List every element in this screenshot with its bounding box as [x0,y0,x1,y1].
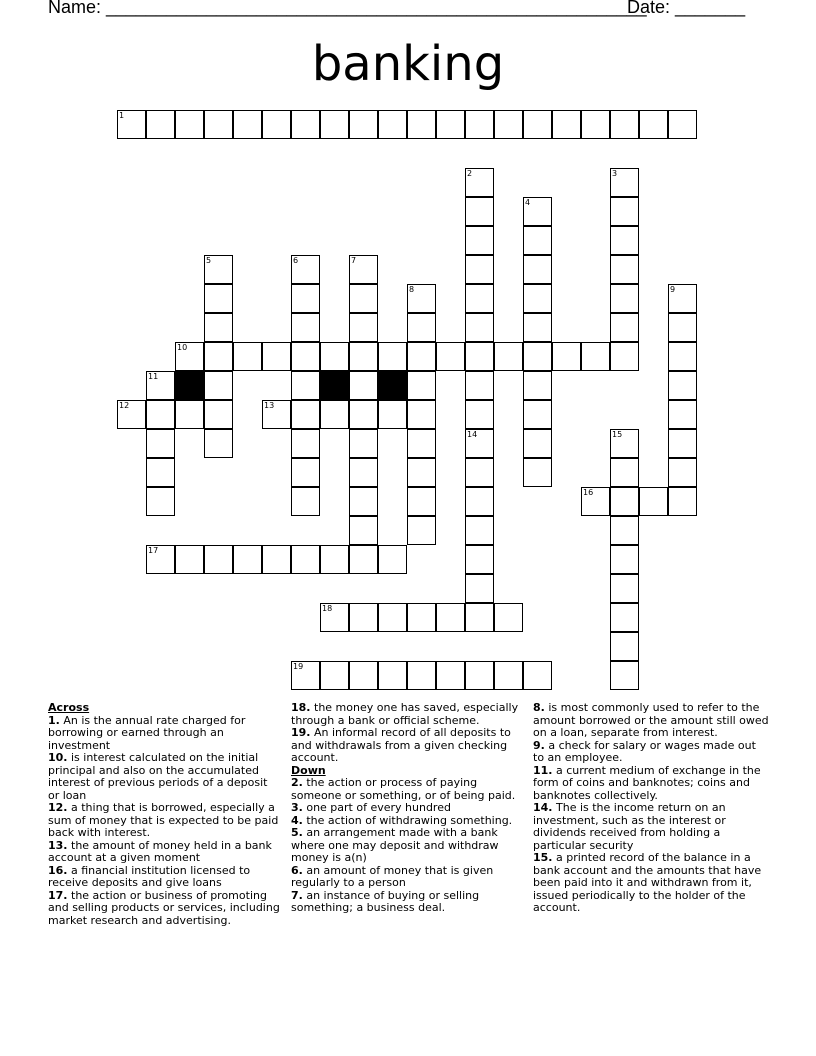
grid-cell[interactable] [523,342,552,371]
grid-cell[interactable] [204,400,233,429]
grid-cell[interactable] [465,458,494,487]
grid-cell[interactable] [349,516,378,545]
clue-number-3: 3 [612,169,618,178]
grid-cell[interactable] [465,371,494,400]
clue-across-12: 12. a thing that is borrowed, especially a sum of money that is expected to be paid back with interest. [48,801,279,839]
grid-cell[interactable] [146,110,175,139]
clue-across-17: 17. the action or business of promoting and selling products or services, including market research and advertising. [48,888,280,927]
grid-cell[interactable] [436,342,465,371]
clue-number-9: 9 [670,285,676,294]
grid-cell[interactable] [465,545,494,574]
grid-cell[interactable] [291,545,320,574]
clue-down-5: 5. an arrangement made with a bank where one may deposit and withdraw money is a(n) [291,826,499,864]
grid-cell[interactable] [581,342,610,371]
grid-cell[interactable] [494,342,523,371]
grid-cell[interactable] [465,313,494,342]
grid-cell[interactable] [291,429,320,458]
grid-cell[interactable] [610,574,639,603]
clue-down-2: 2. the action or process of paying someone or something, or of being paid. [291,776,516,802]
grid-cell[interactable] [378,603,407,632]
clue-number-18: 18 [322,604,333,613]
grid-cell[interactable] [233,545,262,574]
grid-cell[interactable] [320,342,349,371]
grid-cell[interactable] [175,400,204,429]
grid-cell[interactable] [436,110,465,139]
grid-cell[interactable] [465,342,494,371]
clue-number-14: 14 [467,430,478,439]
grid-cell[interactable] [233,342,262,371]
grid-cell[interactable] [668,429,697,458]
grid-cell[interactable] [668,342,697,371]
grid-cell[interactable] [610,661,639,690]
clue-number-13: 13 [264,401,275,410]
grid-cell[interactable] [407,603,436,632]
grid-cell[interactable] [610,516,639,545]
grid-cell[interactable] [378,661,407,690]
grid-cell[interactable] [262,545,291,574]
across-heading: Across [48,701,90,714]
grid-cell[interactable] [610,458,639,487]
clue-number-5: 5 [206,256,212,265]
grid-cell[interactable] [349,429,378,458]
clue-number-16: 16 [583,488,594,497]
grid-cell[interactable] [349,661,378,690]
grid-cell[interactable] [204,342,233,371]
clue-across-10: 10. is interest calculated on the initial principal and also on the accumulated interest of previous periods of a deposit or loan [48,751,268,802]
grid-cell[interactable] [175,110,204,139]
grid-cell[interactable] [291,342,320,371]
grid-cell[interactable] [465,574,494,603]
grid-cell[interactable] [407,313,436,342]
clue-down-3: 3. one part of every hundred [291,801,451,814]
grid-cell[interactable] [610,487,639,516]
grid-cell[interactable] [610,632,639,661]
clue-down-14: 14. The is the income return on an investment, such as the interest or dividends received from holding a particular security [533,801,726,852]
grid-cell[interactable] [668,487,697,516]
blocked-cell [320,371,349,400]
grid-cell[interactable] [204,429,233,458]
grid-cell[interactable] [465,487,494,516]
grid-cell[interactable] [407,342,436,371]
grid-cell[interactable] [204,371,233,400]
grid-cell[interactable] [668,400,697,429]
grid-cell[interactable] [668,371,697,400]
grid-cell[interactable] [436,603,465,632]
blocked-cell [378,371,407,400]
grid-cell[interactable] [552,110,581,139]
grid-cell[interactable] [291,110,320,139]
grid-cell[interactable] [523,400,552,429]
grid-cell[interactable] [465,284,494,313]
grid-cell[interactable] [494,661,523,690]
clue-column-1 [48,702,280,927]
grid-cell[interactable] [523,226,552,255]
grid-cell[interactable] [610,603,639,632]
clue-number-19: 19 [293,662,304,671]
grid-cell[interactable] [610,313,639,342]
grid-cell[interactable] [349,545,378,574]
clue-number-6: 6 [293,256,299,265]
grid-cell[interactable] [407,110,436,139]
grid-cell[interactable] [523,661,552,690]
blocked-cell [175,371,204,400]
grid-cell[interactable] [378,400,407,429]
grid-cell[interactable] [610,284,639,313]
grid-cell[interactable] [146,400,175,429]
grid-cell[interactable] [320,661,349,690]
clue-number-15: 15 [612,430,623,439]
grid-cell[interactable] [465,603,494,632]
grid-cell[interactable] [320,110,349,139]
grid-cell[interactable] [523,429,552,458]
clue-column-3 [533,702,769,915]
grid-cell[interactable] [204,313,233,342]
grid-cell[interactable] [146,487,175,516]
grid-cell[interactable] [639,110,668,139]
grid-cell[interactable] [349,487,378,516]
grid-cell[interactable] [204,284,233,313]
grid-cell[interactable] [581,110,610,139]
grid-cell[interactable] [639,487,668,516]
grid-cell[interactable] [320,400,349,429]
grid-cell[interactable] [610,197,639,226]
grid-cell[interactable] [233,110,262,139]
grid-cell[interactable] [407,400,436,429]
grid-cell[interactable] [378,110,407,139]
grid-cell[interactable] [349,284,378,313]
clue-down-6: 6. an amount of money that is given regularly to a person [291,863,494,889]
clue-across-13: 13. the amount of money held in a bank account at a given moment [48,838,272,864]
grid-cell[interactable] [523,313,552,342]
grid-cell[interactable] [291,487,320,516]
grid-cell[interactable] [494,603,523,632]
grid-cell[interactable] [494,110,523,139]
clue-down-7: 7. an instance of buying or selling something; a business deal. [291,888,480,914]
grid-cell[interactable] [349,458,378,487]
grid-cell[interactable] [465,516,494,545]
grid-cell[interactable] [465,661,494,690]
grid-cell[interactable] [291,400,320,429]
grid-cell[interactable] [407,661,436,690]
grid-cell[interactable] [291,284,320,313]
grid-cell[interactable] [407,487,436,516]
grid-cell[interactable] [349,400,378,429]
clue-number-17: 17 [148,546,159,555]
clue-down-8: 8. is most commonly used to refer to the amount borrowed or the amount still owed on a loan, separate from interest. [533,701,769,739]
puzzle-title: banking [311,36,505,92]
clue-down-4: 4. the action of withdrawing something. [291,813,513,827]
grid-cell[interactable] [378,342,407,371]
clue-column-2 [291,702,523,915]
grid-cell[interactable] [465,400,494,429]
clue-number-11: 11 [148,372,159,381]
clue-across-1: 1. An is the annual rate charged for borrowing or earned through an investment [48,713,246,752]
grid-cell[interactable] [523,284,552,313]
clue-across-16: 16. a financial institution licensed to receive deposits and give loans [48,863,251,889]
name-field-label: Name: ______________________________________________________ [48,0,647,17]
grid-cell[interactable] [291,371,320,400]
clue-down-11: 11. a current medium of exchange in the form of coins and banknotes; coins and banknotes collectively. [533,763,761,802]
clue-number-7: 7 [351,256,357,265]
grid-cell[interactable] [668,110,697,139]
grid-cell[interactable] [349,342,378,371]
grid-cell[interactable] [291,458,320,487]
clue-number-10: 10 [177,343,188,352]
grid-cell[interactable] [349,313,378,342]
clue-down-15: 15. a printed record of the balance in a bank account and the amounts that have been paid into it and withdrawn from it, issued periodically to the holder of the account. [533,851,762,914]
clue-number-8: 8 [409,285,415,294]
clue-down-9: 9. a check for salary or wages made out to an employee. [533,738,756,764]
grid-cell[interactable] [668,313,697,342]
grid-cell[interactable] [349,371,378,400]
grid-cell[interactable] [146,429,175,458]
grid-cell[interactable] [262,110,291,139]
clue-number-1: 1 [119,111,125,120]
grid-cell[interactable] [349,110,378,139]
clue-number-2: 2 [467,169,473,178]
grid-cell[interactable] [610,342,639,371]
grid-cell[interactable] [204,545,233,574]
grid-cell[interactable] [407,458,436,487]
grid-cell[interactable] [262,342,291,371]
grid-cell[interactable] [465,110,494,139]
grid-cell[interactable] [320,545,349,574]
grid-cell[interactable] [552,342,581,371]
clue-number-12: 12 [119,401,130,410]
grid-cell[interactable] [610,110,639,139]
grid-cell[interactable] [436,661,465,690]
grid-cell[interactable] [465,255,494,284]
grid-cell[interactable] [175,545,204,574]
grid-cell[interactable] [378,545,407,574]
grid-cell[interactable] [407,371,436,400]
grid-cell[interactable] [668,458,697,487]
grid-cell[interactable] [407,429,436,458]
date-field-label: Date: _______ [627,0,746,17]
grid-cell[interactable] [146,458,175,487]
grid-cell[interactable] [610,545,639,574]
clue-across-19: 19. An informal record of all deposits to and withdrawals from a given checking account. [291,726,511,764]
grid-cell[interactable] [523,255,552,284]
grid-cell[interactable] [523,458,552,487]
grid-cell[interactable] [349,603,378,632]
grid-cell[interactable] [610,255,639,284]
grid-cell[interactable] [465,226,494,255]
grid-cell[interactable] [407,516,436,545]
clue-number-4: 4 [525,198,531,207]
grid-cell[interactable] [610,226,639,255]
clue-across-18: 18. the money one has saved, especially through a bank or official scheme. [291,701,519,727]
grid-cell[interactable] [523,371,552,400]
grid-cell[interactable] [465,197,494,226]
grid-cell[interactable] [523,110,552,139]
grid-cell[interactable] [291,313,320,342]
grid-cell[interactable] [204,110,233,139]
down-heading: Down [291,763,326,777]
